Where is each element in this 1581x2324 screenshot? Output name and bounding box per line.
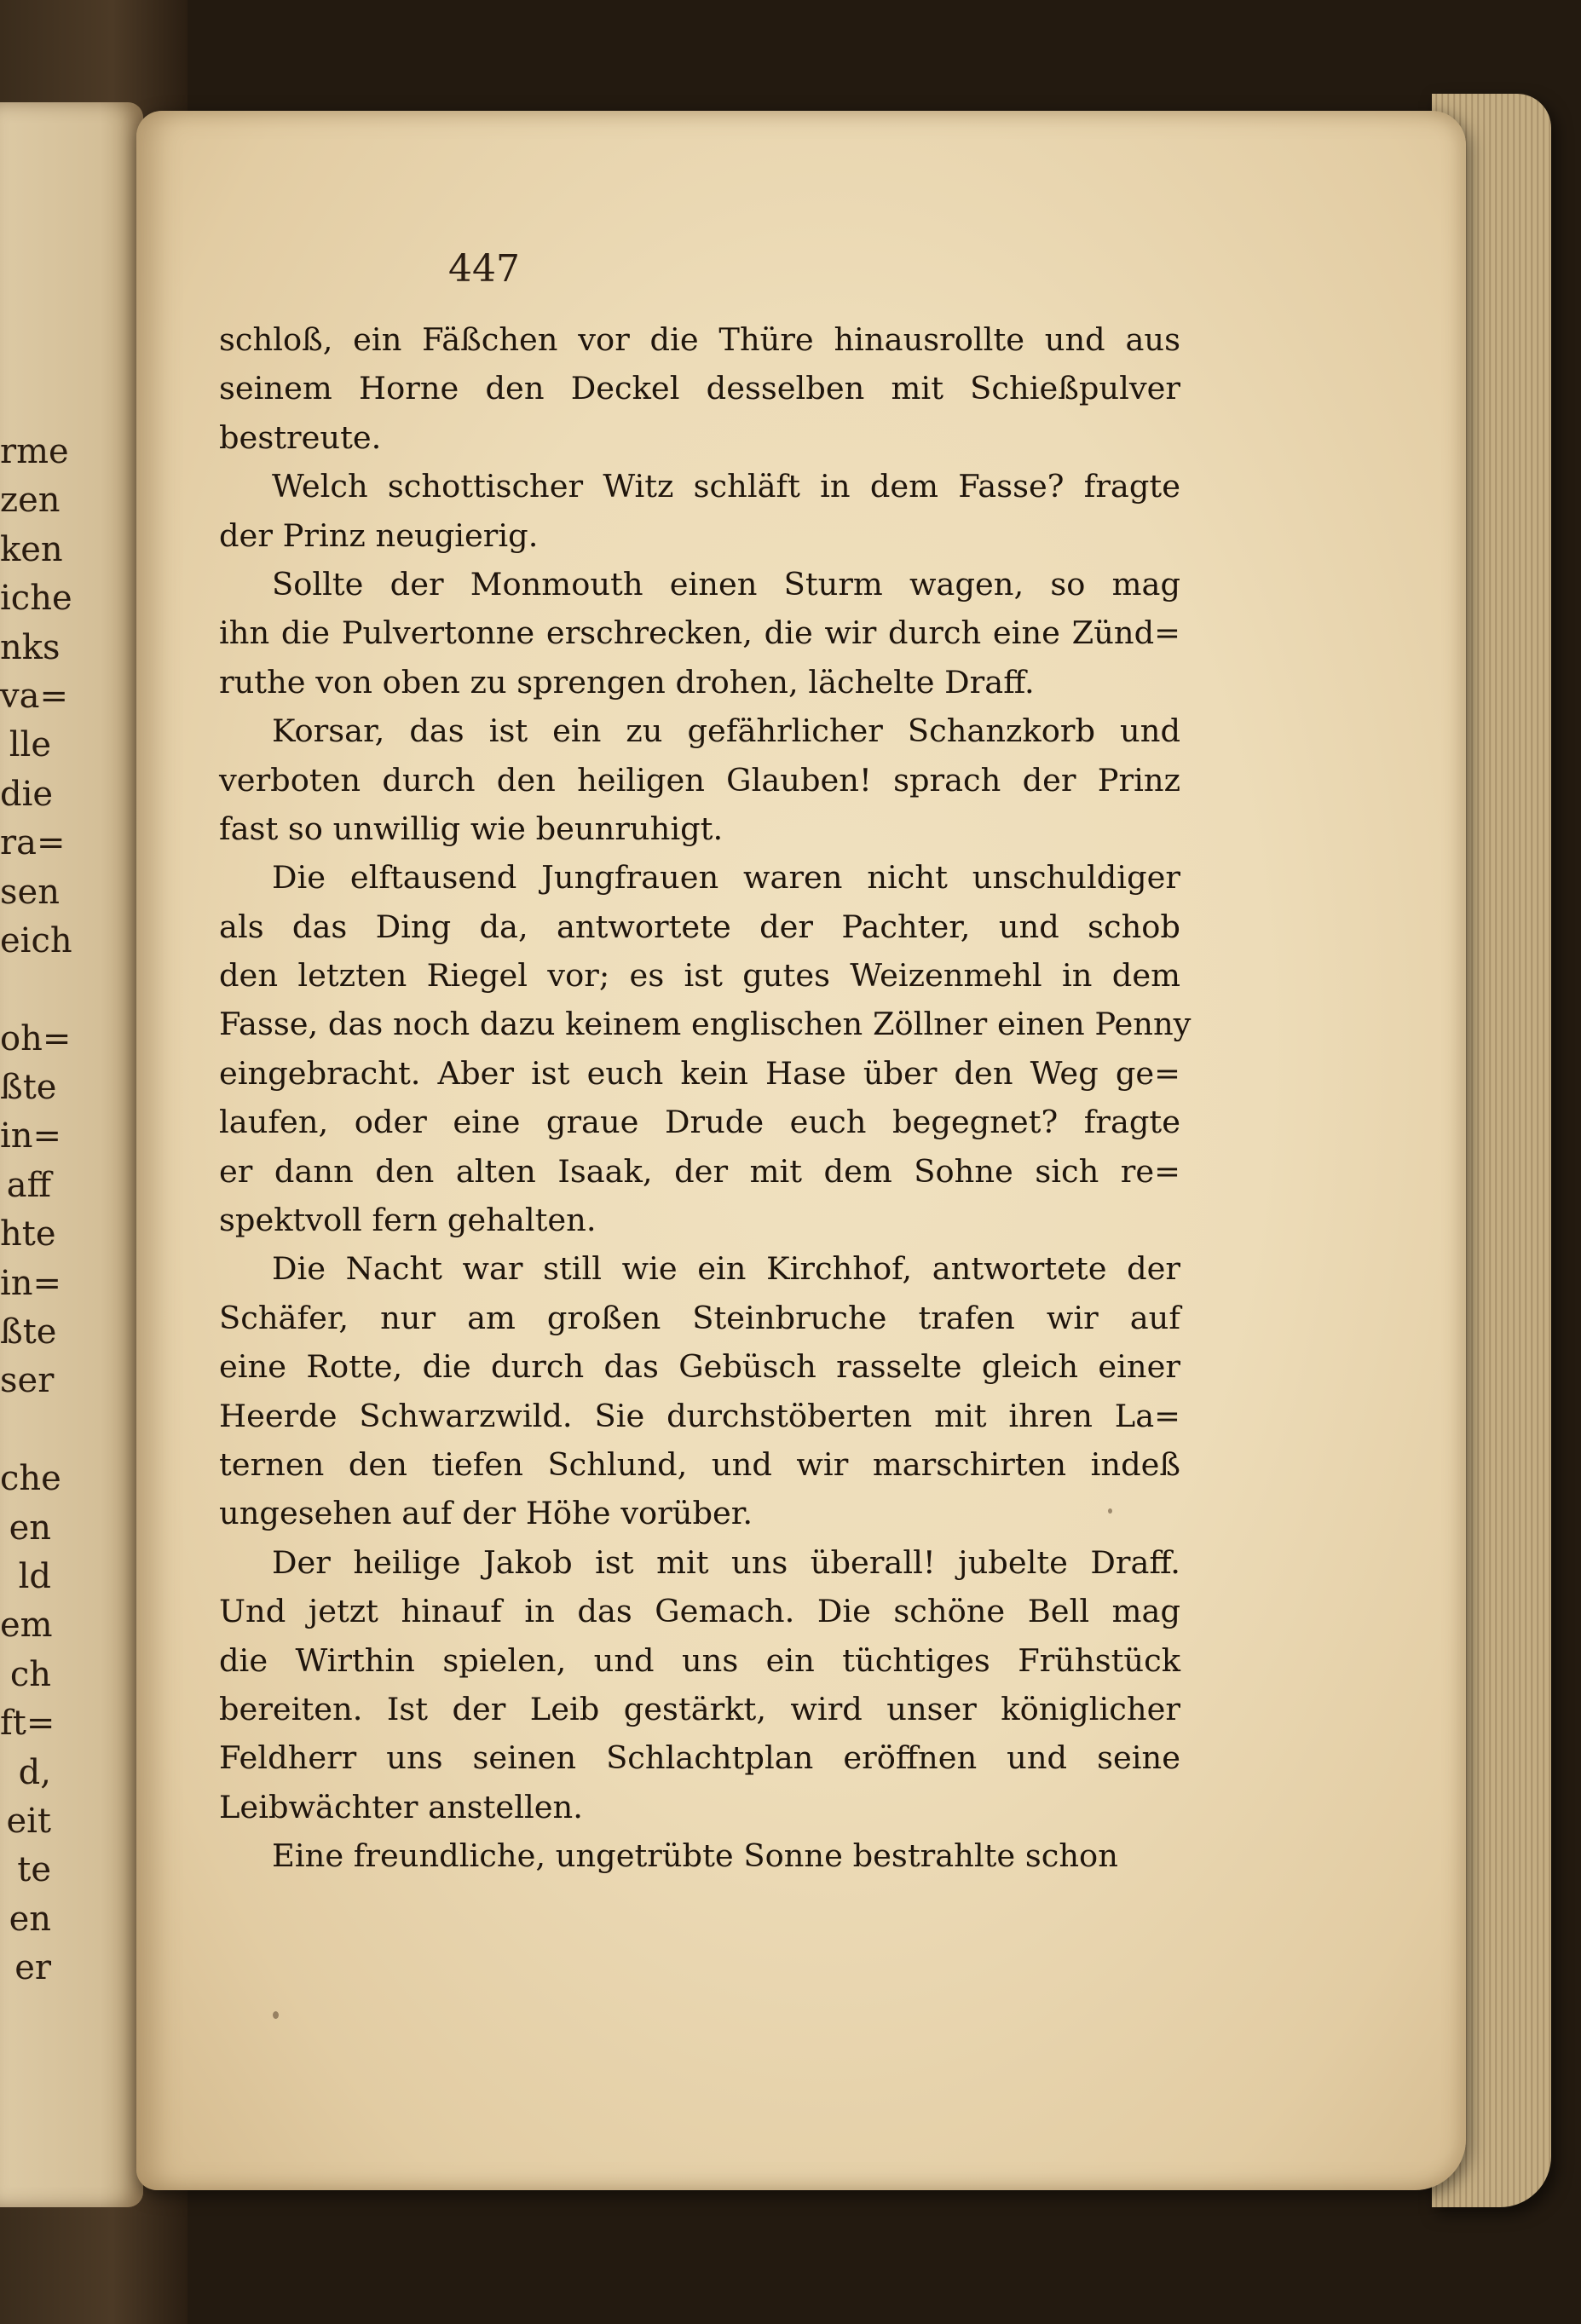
text-line: Heerde Schwarzwild. Sie durchstöberten mit ihren La= <box>219 1397 1180 1434</box>
left-page-fragment: die <box>0 774 54 814</box>
text-line: Schäfer, nur am großen Steinbruche trafen wir auf <box>219 1299 1180 1336</box>
text-line: ungesehen auf der Höhe vorüber. <box>219 1495 753 1532</box>
left-page-fragment <box>0 1406 136 1455</box>
text-line: schloß, ein Fäßchen vor die Thüre hinausrollte und aus <box>219 321 1180 358</box>
text-line: Welch schottischer Witz schläft in dem Fasse? fragte <box>272 468 1180 505</box>
left-page-fragment: aff <box>6 1165 51 1205</box>
left-page <box>0 102 143 2207</box>
right-page <box>136 111 1466 2190</box>
text-line: Korsar, das ist ein zu gefährlicher Schanzkorb und <box>272 712 1180 750</box>
left-page-fragment: ld <box>18 1556 51 1596</box>
text-line: die Wirthin spielen, und uns ein tüchtiges Frühstück <box>219 1641 1180 1679</box>
text-line: Die elftausend Jungfrauen waren nicht unschuldiger <box>272 859 1180 897</box>
left-page-fragment: sen <box>0 872 60 912</box>
page-text <box>219 315 1192 1881</box>
left-page-fragment: hte <box>0 1214 56 1254</box>
left-page-fragment: oh= <box>0 1018 72 1058</box>
text-line: Und jetzt hinauf in das Gemach. Die schöne Bell mag <box>219 1593 1180 1630</box>
text-line: bestreute. <box>219 418 382 456</box>
paper-speck <box>1108 1508 1112 1514</box>
left-page-fragment: en <box>9 1899 51 1939</box>
text-line: Die Nacht war still wie ein Kirchhof, antwortete der <box>272 1250 1180 1288</box>
text-line: fast so unwillig wie beunruhigt. <box>219 810 724 847</box>
left-page-fragment: che <box>0 1459 61 1499</box>
text-line: spektvoll fern gehalten. <box>219 1202 597 1239</box>
left-page-fragment <box>0 966 136 1014</box>
text-line: Feldherr uns seinen Schlachtplan eröffnen und seine <box>219 1739 1180 1777</box>
left-page-fragment: ßte <box>0 1068 57 1108</box>
text-line: ternen den tiefen Schlund, und wir marschirten indeß <box>219 1445 1180 1483</box>
text-line: als das Ding da, antwortete der Pachter, und schob <box>219 908 1180 945</box>
left-page-text-fragments <box>0 428 136 1993</box>
left-page-fragment: ken <box>0 529 63 569</box>
text-line: eine Rotte, die durch das Gebüsch rasselte gleich einer <box>219 1348 1180 1386</box>
text-line: ihn die Pulvertonne erschrecken, die wir durch eine Zünd= <box>219 614 1180 652</box>
left-page-fragment: lle <box>9 725 51 765</box>
left-page-fragment: iche <box>0 579 72 619</box>
left-page-fragment: ft= <box>0 1704 55 1744</box>
text-line: seinem Horne den Deckel desselben mit Schießpulver <box>219 370 1180 407</box>
left-page-fragment: va= <box>0 676 68 716</box>
text-line: der Prinz neugierig. <box>219 516 539 554</box>
left-page-fragment: zen <box>0 481 61 521</box>
text-line: Der heilige Jakob ist mit uns überall! jubelte Draff. <box>272 1543 1180 1581</box>
left-page-fragment: te <box>17 1850 51 1890</box>
text-line: laufen, oder eine graue Drude euch begegnet? fragte <box>219 1104 1180 1141</box>
page-number: 447 <box>448 247 520 291</box>
left-page-fragment: eich <box>0 920 72 960</box>
left-page-fragment: in= <box>0 1263 62 1303</box>
text-line: bereiten. Ist der Leib gestärkt, wird unser königlicher <box>219 1690 1180 1727</box>
left-page-fragment: in= <box>0 1116 62 1156</box>
text-line: eingebracht. Aber ist euch kein Hase über den Weg ge= <box>219 1054 1180 1092</box>
text-line: den letzten Riegel vor; es ist gutes Weizenmehl in dem <box>219 957 1180 995</box>
left-page-fragment: eit <box>6 1801 51 1841</box>
left-page-fragment: ser <box>0 1361 55 1401</box>
left-page-fragment: ßte <box>0 1312 57 1352</box>
left-page-fragment: ch <box>9 1654 51 1694</box>
text-line: Eine freundliche, ungetrübte Sonne bestrahlte schon <box>272 1837 1118 1875</box>
text-line: er dann den alten Isaak, der mit dem Sohne sich re= <box>219 1152 1180 1190</box>
left-page-fragment: rme <box>0 432 69 471</box>
text-line: ruthe von oben zu sprengen drohen, lächelte Draff. <box>219 663 1035 701</box>
left-page-fragment: er <box>14 1948 51 1988</box>
text-line: Fasse, das noch dazu keinem englischen Zöllner einen Penny <box>219 1006 1192 1043</box>
text-line: Leibwächter anstellen. <box>219 1788 583 1825</box>
left-page-fragment: en <box>9 1508 51 1548</box>
left-page-fragment: nks <box>0 627 61 667</box>
text-line: Sollte der Monmouth einen Sturm wagen, so mag <box>272 565 1180 603</box>
text-line: verboten durch den heiligen Glauben! sprach der Prinz <box>219 761 1180 799</box>
paper-speck <box>273 2011 279 2019</box>
left-page-fragment: ra= <box>0 823 66 863</box>
left-page-fragment: em <box>0 1606 53 1646</box>
left-page-fragment: d, <box>18 1752 51 1792</box>
